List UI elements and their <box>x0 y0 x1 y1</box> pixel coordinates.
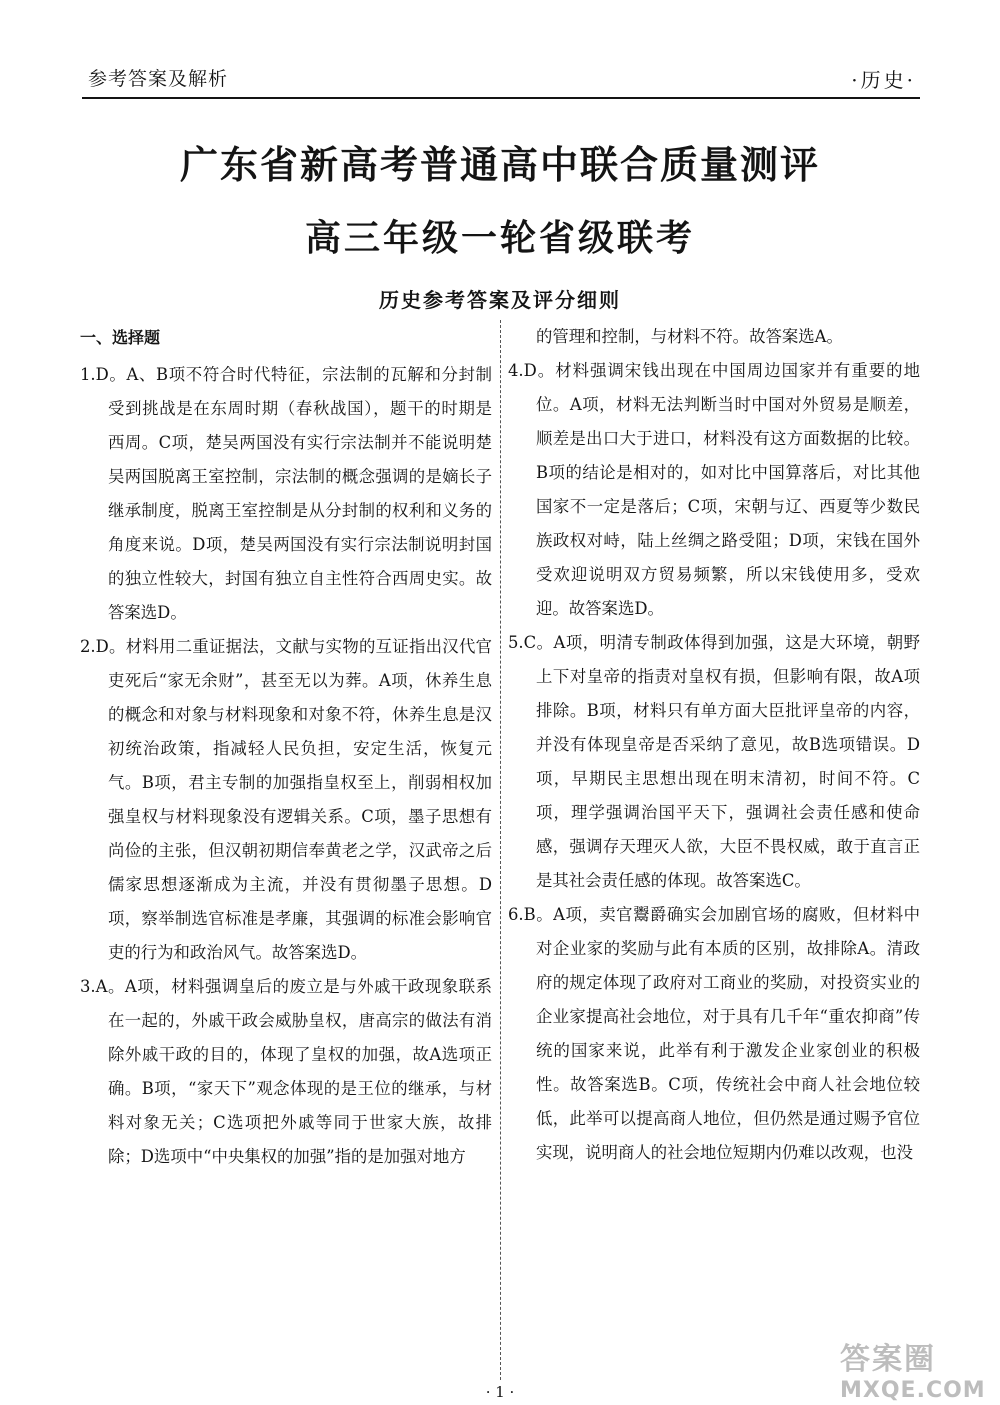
section-title: 一、选择题 <box>80 328 161 347</box>
watermark-logo-text: 答案圈 <box>840 1342 936 1377</box>
column-divider <box>500 320 501 1380</box>
left-column <box>80 358 492 1174</box>
question-6-answer: 6.B。A项，卖官鬻爵确实会加剧官场的腐败，但材料中对企业家的奖励与此有本质的区别，故排除A。清政府的规定体现了政府对工商业的奖励，对投资实业的企业家提高社会地位，对于具有几千年“重农抑商”传统的国家来说，此举有利于激发企业家创业的积极性。故答案选B。C项，传统社会中商人社会地位较低，此举可以提高商人地位，但仍然是通过赐予官位实现，说明商人的社会地位短期内仍难以改观，也没 <box>508 905 920 1162</box>
right-column <box>508 320 920 1170</box>
question-3-answer: 3.A。A项，材料强调皇后的废立是与外戚干政现象联系在一起的，外戚干政会威胁皇权，唐高宗的做法有消除外戚干政的目的，体现了皇权的加强，故A选项正确。B项，“家天下”观念体现的是王位的继承，与材料对象无关；C选项把外戚等同于世家大族，故排除；D选项中“中央集权的加强”指的是加强对地方 <box>80 977 492 1166</box>
page-number: · 1 · <box>485 1383 515 1401</box>
question-2-answer: 2.D。材料用二重证据法，文献与实物的互证指出汉代官吏死后“家无余财”，甚至无以为葬。A项，休养生息的概念和对象与材料现象和对象不符，休养生息是汉初统治政策，指减轻人民负担，安定生活，恢复元气。B项，君主专制的加强指皇权至上，削弱相权加强皇权与材料现象没有逻辑关系。C项，墨子思想有尚俭的主张，但汉朝初期信奉黄老之学，汉武帝之后儒家思想逐渐成为主流，并没有贯彻墨子思想。D项，察举制选官标准是孝廉，其强调的标准会影响官吏的行为和政治风气。故答案选D。 <box>80 637 492 962</box>
question-3-answer-continued: 的管理和控制，与材料不符。故答案选A。 <box>536 327 843 346</box>
answer-key-heading: 历史参考答案及评分细则 <box>379 288 621 312</box>
watermark-logo <box>840 1334 986 1403</box>
document-title: 广东省新高考普通高中联合质量测评 <box>179 143 820 187</box>
document-subtitle: 高三年级一轮省级联考 <box>304 218 695 259</box>
question-5-answer: 5.C。A项，明清专制政体得到加强，这是大环境，朝野上下对皇帝的指责对皇权有损，但影响有限，故A项排除。B项，材料只有单方面大臣批评皇帝的内容，并没有体现皇帝是否采纳了意见，故B选项错误。D项，早期民主思想出现在明末清初，时间不符。C项，理学强调治国平天下，强调社会责任感和使命感，强调存天理灭人欲，大臣不畏权威，敢于直言正是其社会责任感的体现。故答案选C。 <box>508 633 920 890</box>
question-4-answer: 4.D。材料强调宋钱出现在中国周边国家并有重要的地位。A项，材料无法判断当时中国对外贸易是顺差，顺差是出口大于进口，材料没有这方面数据的比较。B项的结论是相对的，如对比中国算落后，对比其他国家不一定是落后；C项，宋朝与辽、西夏等少数民族政权对峙，陆上丝绸之路受阻；D项，宋钱在国外受欢迎说明双方贸易频繁，所以宋钱使用多，受欢迎。故答案选D。 <box>508 361 920 618</box>
watermark-site-text: MXQE.COM <box>840 1378 986 1403</box>
header-left-label: 参考答案及解析 <box>88 68 229 90</box>
header-subject-label: ·历史· <box>851 68 916 92</box>
header-divider <box>82 97 920 99</box>
question-1-answer: 1.D。A、B项不符合时代特征，宗法制的瓦解和分封制受到挑战是在东周时期（春秋战国），题干的时期是西周。C项，楚吴两国没有实行宗法制并不能说明楚吴两国脱离王室控制，宗法制的概念强调的是嫡长子继承制度，脱离王室控制是从分封制的权利和义务的角度来说。D项，楚吴两国没有实行宗法制说明封国的独立性较大，封国有独立自主性符合西周史实。故答案选D。 <box>80 365 492 622</box>
